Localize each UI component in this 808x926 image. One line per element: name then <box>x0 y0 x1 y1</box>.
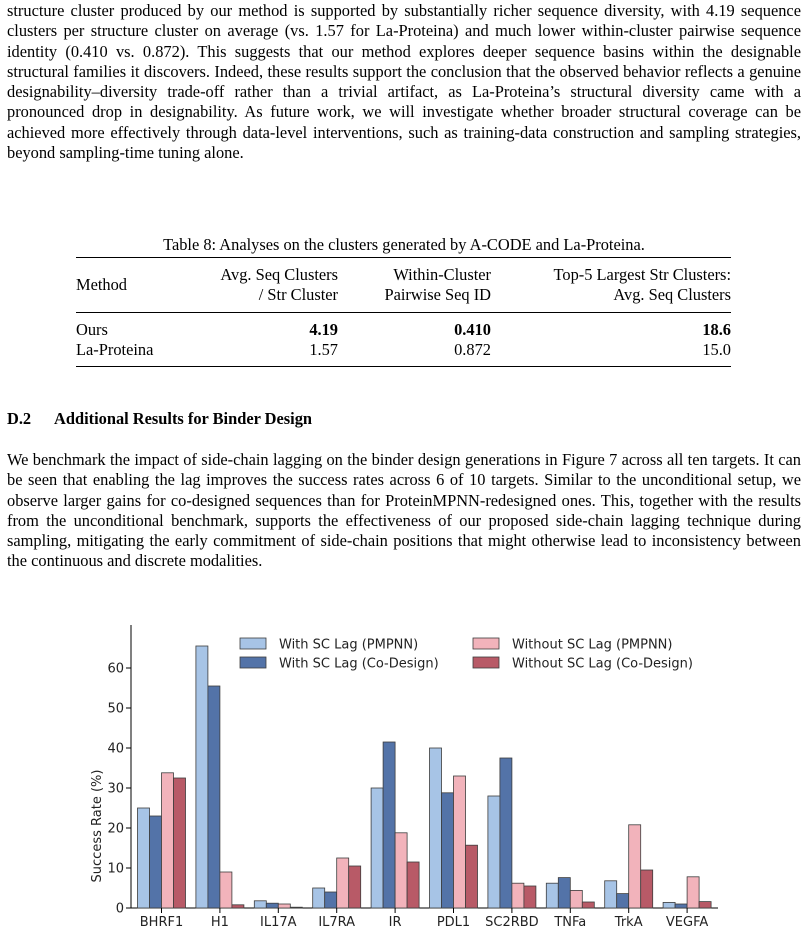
bar-il7ra-series-2 <box>325 892 337 908</box>
bar-il7ra-series-3 <box>337 858 349 908</box>
row-method: La-Proteina <box>76 340 154 359</box>
bar-bhrf1-series-2 <box>150 816 162 908</box>
bar-vegfa-series-1 <box>663 902 675 908</box>
row-method: Ours <box>76 320 108 339</box>
bar-tnfa-series-4 <box>582 902 594 908</box>
bar-ir-series-2 <box>383 742 395 908</box>
legend-label: Without SC Lag (Co-Design) <box>512 656 693 672</box>
legend-swatch <box>473 638 499 649</box>
bar-h1-series-1 <box>196 646 208 908</box>
results-table <box>76 257 731 367</box>
section-number: D.2 <box>7 409 32 428</box>
row-within-cluster-id: 0.872 <box>454 340 491 359</box>
y-tick-label: 10 <box>107 861 124 877</box>
table-row <box>76 313 731 341</box>
row-within-cluster-id: 0.410 <box>454 320 491 339</box>
row-top5-clusters: 15.0 <box>702 340 731 359</box>
x-tick-label: IR <box>388 915 402 926</box>
legend-label: With SC Lag (Co-Design) <box>279 656 439 672</box>
bar-il17a-series-1 <box>254 901 266 908</box>
bar-il17a-series-4 <box>290 907 302 908</box>
bar-h1-series-3 <box>220 872 232 908</box>
x-tick-label: TrkA <box>614 915 643 926</box>
legend-swatch <box>473 657 499 668</box>
bar-vegfa-series-4 <box>699 902 711 908</box>
legend-swatch <box>240 638 266 649</box>
bar-pdl1-series-3 <box>454 776 466 908</box>
row-avg-seq-clusters: 4.19 <box>309 320 338 339</box>
x-tick-label: VEGFA <box>665 915 709 926</box>
header-avg-seq-clusters <box>181 258 338 313</box>
y-tick-label: 50 <box>107 701 124 717</box>
row-avg-seq-clusters: 1.57 <box>309 340 338 359</box>
table-header-row <box>76 258 731 313</box>
bar-ir-series-3 <box>395 833 407 908</box>
y-tick-label: 20 <box>107 821 124 837</box>
body-paragraph-1: structure cluster produced by our method is supported by substantially richer sequence diversity, with 4.19 sequence clusters per structure cluster on average (vs. 1.57 for La-Proteina) and much lower within-cluster pairwise sequence identity (0.410 vs. 0.872). This suggests that our method explores deeper sequence basins within the designable structural families it discovers. Indeed, these results support the conclusion that the observed behavior reflects a genuine designability–diversity trade-off rather than a trivial artifact, as La-Proteina’s structural diversity came with a pronounced drop in designability. As future work, we will investigate whether broader structural coverage can be achieved more effectively through data-level interventions, such as training-data construction and sampling strategies, beyond sampling-time tuning alone. <box>7 1 801 163</box>
bar-sc2rbd-series-4 <box>524 886 536 908</box>
y-tick-label: 40 <box>107 741 124 757</box>
header-avg-seq-clusters-line2: / Str Cluster <box>258 285 338 304</box>
bar-trka-series-1 <box>605 881 617 908</box>
section-title: Additional Results for Binder Design <box>54 409 313 428</box>
bar-bhrf1-series-3 <box>162 773 174 908</box>
bar-vegfa-series-3 <box>687 877 699 908</box>
x-tick-label: BHRF1 <box>139 915 184 926</box>
legend-swatch <box>240 657 266 668</box>
y-tick-label: 30 <box>107 781 124 797</box>
bar-trka-series-4 <box>641 870 653 908</box>
success-rate-bar-chart <box>0 618 808 926</box>
y-tick-label: 0 <box>115 901 124 917</box>
row-top5-clusters: 18.6 <box>702 320 731 339</box>
bar-h1-series-4 <box>232 905 244 908</box>
bar-trka-series-2 <box>617 894 629 908</box>
x-tick-label: SC2RBD <box>485 915 539 926</box>
legend-label: Without SC Lag (PMPNN) <box>512 637 673 653</box>
header-method: Method <box>76 275 127 294</box>
bar-ir-series-1 <box>371 788 383 908</box>
bar-pdl1-series-4 <box>466 845 478 908</box>
y-axis-title: Success Rate (%) <box>90 769 105 883</box>
header-within-cluster-id-line2: Pairwise Seq ID <box>384 285 491 304</box>
bar-trka-series-3 <box>629 825 641 908</box>
bar-h1-series-2 <box>208 686 220 908</box>
bar-sc2rbd-series-2 <box>500 758 512 908</box>
header-top5-clusters-line1: Top-5 Largest Str Clusters: <box>553 265 731 284</box>
bar-il17a-series-3 <box>278 904 290 908</box>
y-tick-label: 60 <box>107 661 124 677</box>
header-within-cluster-id <box>338 258 491 313</box>
bar-tnfa-series-1 <box>546 883 558 908</box>
bar-il7ra-series-4 <box>349 866 361 908</box>
header-within-cluster-id-line1: Within-Cluster <box>393 265 491 284</box>
x-tick-label: IL17A <box>260 915 297 926</box>
bar-bhrf1-series-4 <box>174 778 186 908</box>
bar-bhrf1-series-1 <box>138 808 150 908</box>
bar-sc2rbd-series-1 <box>488 796 500 908</box>
bar-il17a-series-2 <box>266 903 278 908</box>
header-avg-seq-clusters-line1: Avg. Seq Clusters <box>220 265 338 284</box>
x-tick-label: TNFa <box>554 915 587 926</box>
x-tick-label: H1 <box>210 915 229 926</box>
section-heading <box>7 409 312 429</box>
bar-tnfa-series-2 <box>558 878 570 908</box>
legend-label: With SC Lag (PMPNN) <box>279 637 419 653</box>
bar-pdl1-series-1 <box>430 748 442 908</box>
bar-il7ra-series-1 <box>313 888 325 908</box>
bar-vegfa-series-2 <box>675 904 687 908</box>
bar-pdl1-series-2 <box>442 793 454 908</box>
header-top5-clusters-line2: Avg. Seq Clusters <box>613 285 731 304</box>
table-row <box>76 340 731 367</box>
x-tick-label: IL7RA <box>318 915 356 926</box>
header-top5-clusters <box>491 258 731 313</box>
x-tick-label: PDL1 <box>436 915 471 926</box>
bar-tnfa-series-3 <box>570 890 582 908</box>
body-paragraph-2: We benchmark the impact of side-chain lagging on the binder design generations in Figure 7 across all ten targets. It can be seen that enabling the lag improves the success rates across 6 of 10 targets. Similar to the unconditional setup, we observe larger gains for co-designed sequences than for ProteinMPNN-redesigned ones. This, together with the results from the unconditional benchmark, supports the effectiveness of our proposed side-chain lagging technique during sampling, mitigating the early commitment of side-chain positions that might otherwise lead to inconsistency between the continuous and discrete modalities. <box>7 450 801 571</box>
bar-sc2rbd-series-3 <box>512 883 524 908</box>
bar-ir-series-4 <box>407 862 419 908</box>
table-caption: Table 8: Analyses on the clusters generated by A-CODE and La-Proteina. <box>163 235 645 254</box>
